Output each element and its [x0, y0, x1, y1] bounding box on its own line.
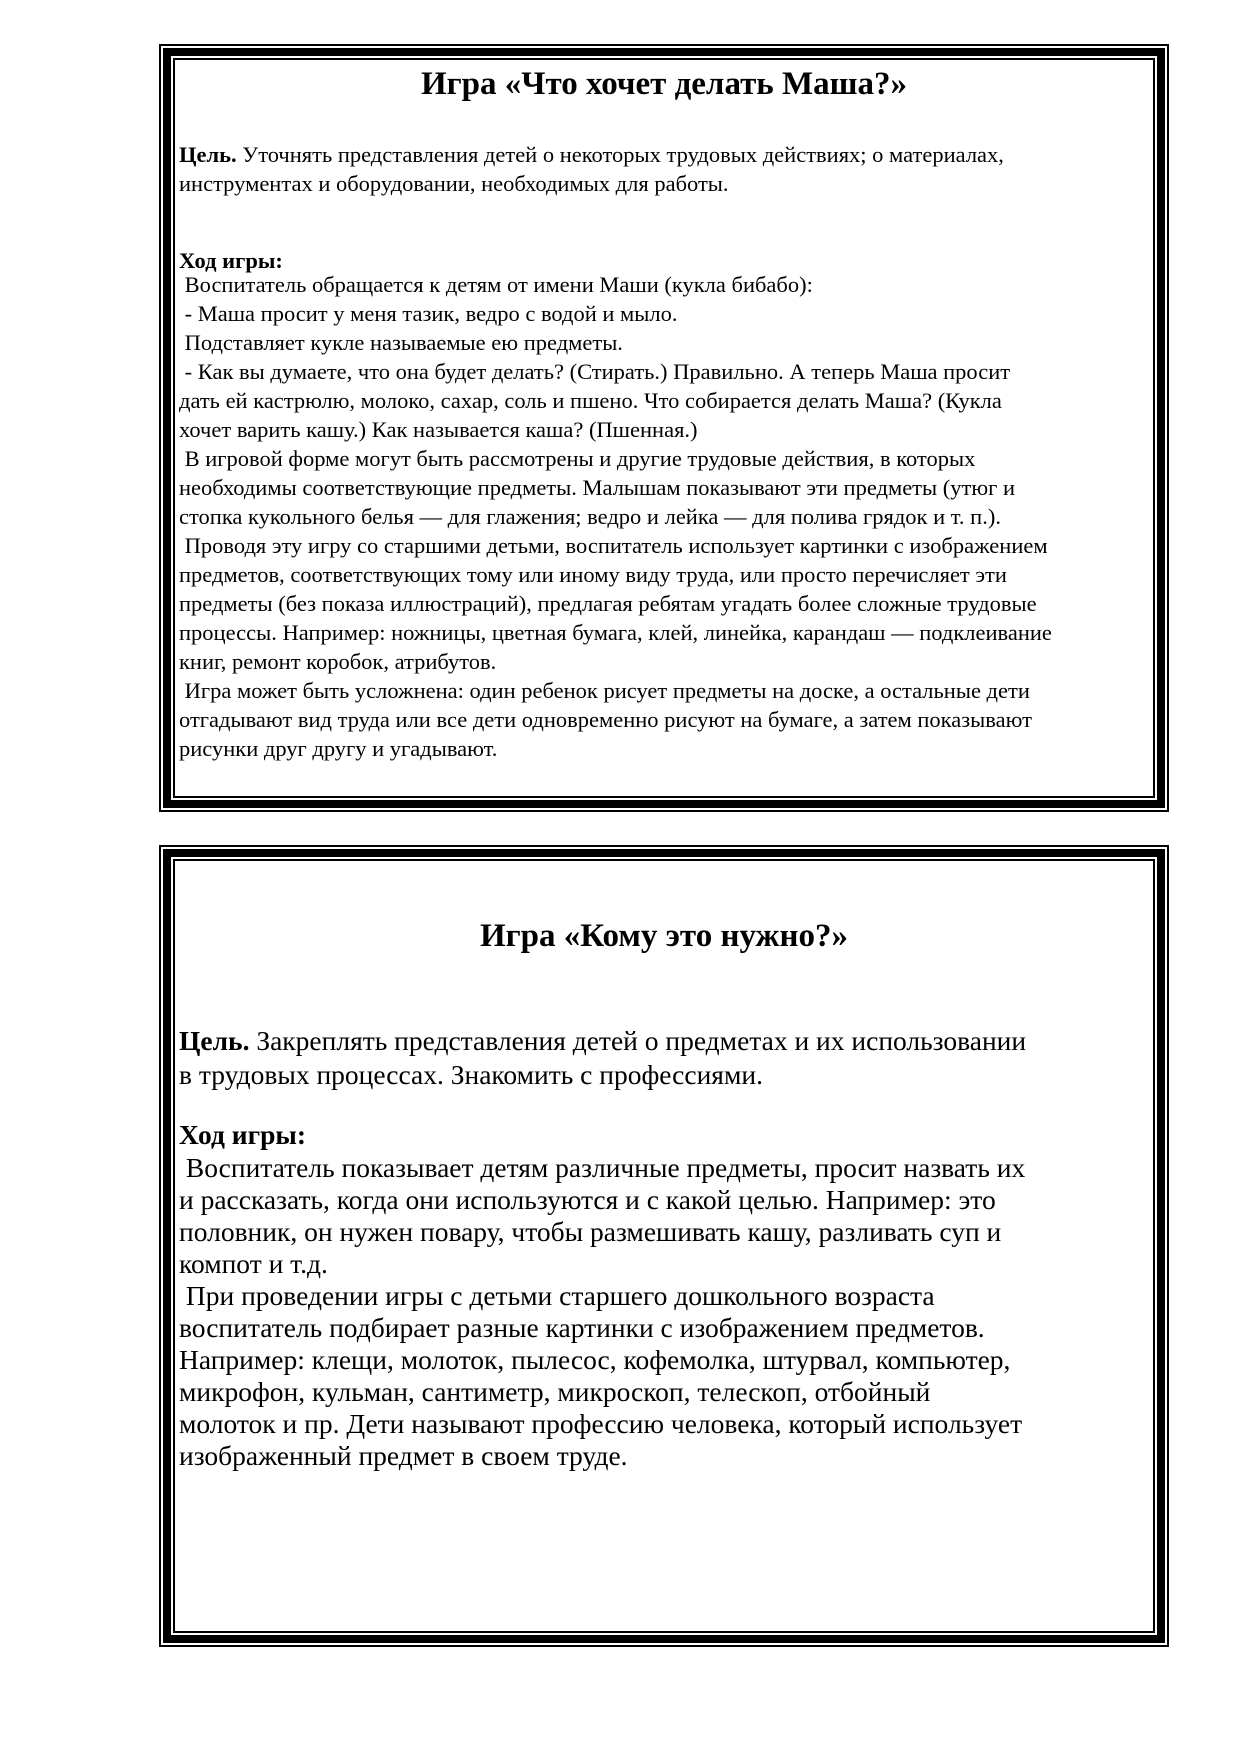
- card-title: Игра «Что хочет делать Маша?»: [420, 66, 908, 102]
- process-line: Воспитатель показывает детям различные предметы, просит назвать их: [179, 1152, 1026, 1183]
- process-line: половник, он нужен повару, чтобы размешивать кашу, разливать суп и: [179, 1216, 1002, 1247]
- goal-line: Цель. Уточнять представления детей о некоторых трудовых действиях; о материалах,: [179, 142, 1004, 167]
- process-line: Воспитатель обращается к детям от имени Маши (кукла бибабо):: [179, 272, 813, 297]
- process-line: Игра может быть усложнена: один ребенок рисует предметы на доске, а остальные дети: [179, 678, 1030, 703]
- process-line: изображенный предмет в своем труде.: [179, 1440, 628, 1471]
- process-line: Например: клещи, молоток, пылесос, кофемолка, штурвал, компьютер,: [179, 1344, 1011, 1375]
- process-line: необходимы соответствующие предметы. Малышам показывают эти предметы (утюг и: [179, 475, 1016, 500]
- process-line: - Маша просит у меня тазик, ведро с водой и мыло.: [179, 301, 678, 326]
- process-line: рисунки друг другу и угадывают.: [179, 736, 498, 761]
- goal-line: инструментах и оборудовании, необходимых для работы.: [179, 171, 729, 196]
- process-line: дать ей кастрюлю, молоко, сахар, соль и пшено. Что собирается делать Маша? (Кукла: [179, 388, 1002, 413]
- process-line: и рассказать, когда они используются и с какой целью. Например: это: [179, 1184, 996, 1215]
- game-card-masha: [159, 44, 1169, 812]
- process-line: Проводя эту игру со старшими детьми, воспитатель использует картинки с изображением: [179, 533, 1048, 558]
- card-content: [173, 859, 1155, 1633]
- process-line: стопка кукольного белья — для глажения; ведро и лейка — для полива грядок и т. п.).: [179, 504, 1001, 529]
- card-content: [173, 58, 1155, 798]
- process-line: хочет варить кашу.) Как называется каша? (Пшенная.): [179, 417, 698, 442]
- card-frame: [163, 48, 1165, 808]
- goal-line: в трудовых процессах. Знакомить с профессиями.: [179, 1059, 763, 1090]
- process-line: отгадывают вид труда или все дети одновременно рисуют на бумаге, а затем показывают: [179, 707, 1032, 732]
- process-line: предметов, соответствующих тому или иному виду труда, или просто перечисляет эти: [179, 562, 1007, 587]
- process-line: микрофон, кульман, сантиметр, микроскоп, телескоп, отбойный: [179, 1376, 931, 1407]
- process-line: молоток и пр. Дети называют профессию человека, который использует: [179, 1408, 1023, 1439]
- goal-line: Цель. Закреплять представления детей о предметах и их использовании: [179, 1025, 1027, 1056]
- process-line: воспитатель подбирает разные картинки с изображением предметов.: [179, 1312, 985, 1343]
- process-line: предметы (без показа иллюстраций), предлагая ребятам угадать более сложные трудовые: [179, 591, 1037, 616]
- process-line: книг, ремонт коробок, атрибутов.: [179, 649, 497, 674]
- card-title: Игра «Кому это нужно?»: [480, 918, 848, 954]
- process-line: Подставляет кукле называемые ею предметы.: [179, 330, 623, 355]
- game-card-who-needs-it: [159, 845, 1169, 1647]
- process-label: Ход игры:: [179, 248, 283, 273]
- process-line: - Как вы думаете, что она будет делать? (Стирать.) Правильно. А теперь Маша просит: [179, 359, 1011, 384]
- process-line: компот и т.д.: [179, 1248, 328, 1279]
- process-line: В игровой форме могут быть рассмотрены и другие трудовые действия, в которых: [179, 446, 976, 471]
- process-line: процессы. Например: ножницы, цветная бумага, клей, линейка, карандаш — подклеивание: [179, 620, 1052, 645]
- card-frame: [163, 849, 1165, 1643]
- goal-label: Цель.: [179, 142, 237, 167]
- goal-label: Цель.: [179, 1025, 250, 1056]
- process-label: Ход игры:: [179, 1119, 307, 1150]
- process-line: При проведении игры с детьми старшего дошкольного возраста: [179, 1280, 935, 1311]
